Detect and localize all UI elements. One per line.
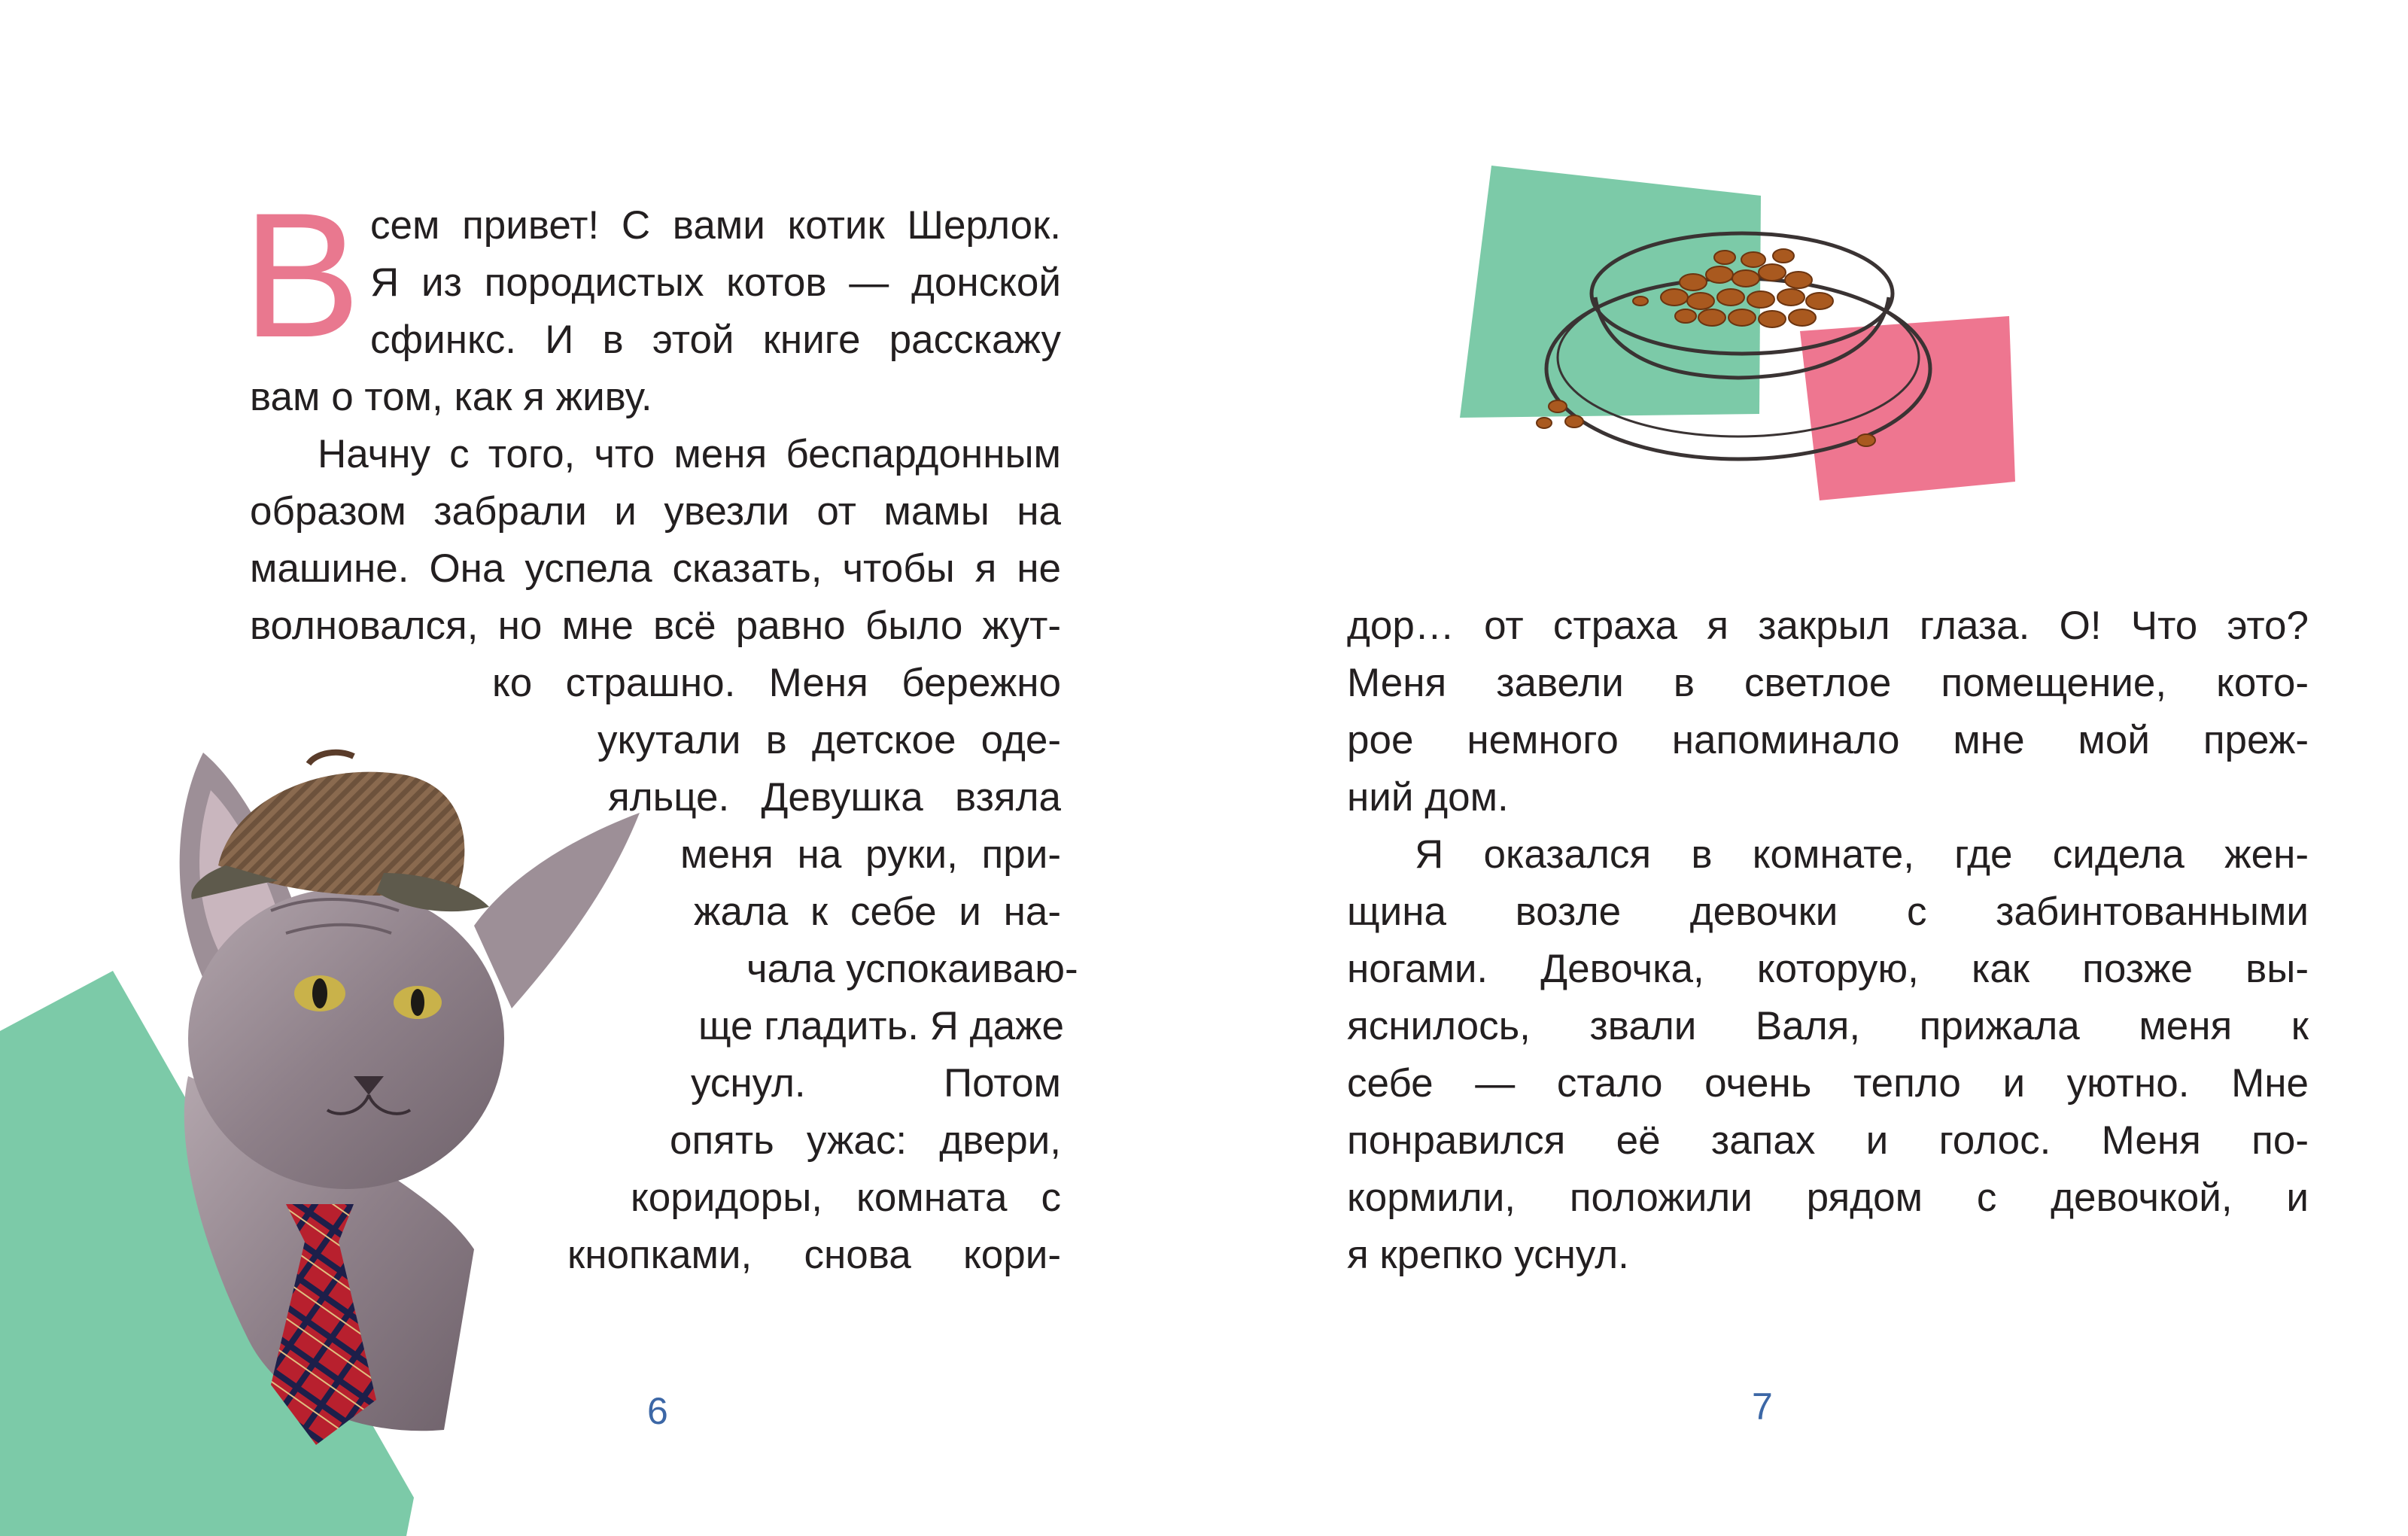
text-line: дор… от страха я закрыл глаза. О! Что это? — [1347, 604, 2309, 648]
text-line: Начну с того, что меня беспардонным — [318, 432, 1061, 476]
text-line: Я оказался в комнате, где сидела жен- — [1415, 832, 2309, 877]
text-line: чала успокаиваю- — [746, 947, 1078, 991]
text-line: Меня завели в светлое помещение, кото- — [1347, 661, 2309, 705]
right-page-text — [1347, 598, 2309, 1284]
text-line: Я из породистых котов — донской — [370, 260, 1061, 305]
text-line: жала к себе и на- — [694, 890, 1061, 934]
text-line: опять ужас: двери, — [670, 1118, 1061, 1163]
page-number: 6 — [647, 1390, 668, 1432]
right-page — [1204, 0, 2408, 1536]
text-line: яснилось, звали Валя, прижала меня к — [1347, 1004, 2309, 1048]
sphynx-cat-illustration — [158, 722, 655, 1445]
text-line: яльце. Девушка взяла — [608, 775, 1061, 820]
text-line: ще гладить. Я даже — [698, 1004, 1064, 1048]
text-line: я крепко уснул. — [1347, 1233, 1629, 1277]
text-line: уснул. Потом — [691, 1061, 1061, 1106]
text-line: ногами. Девочка, которую, как позже вы- — [1347, 947, 2309, 991]
text-line: волновался, но мне всё равно было жут- — [250, 604, 1061, 648]
text-line: себе — стало очень тепло и уютно. Мне — [1347, 1061, 2309, 1106]
text-line: машине. Она успела сказать, чтобы я не — [250, 546, 1061, 591]
text-line: сфинкс. И в этой книге расскажу — [370, 318, 1061, 362]
text-line: коридоры, комната с — [631, 1176, 1061, 1220]
drop-cap: В — [242, 176, 361, 375]
text-line: ко страшно. Меня бережно — [492, 661, 1061, 705]
food-bowl-illustration — [1460, 151, 2017, 504]
text-line: понравился её запах и голос. Меня по- — [1347, 1118, 2309, 1163]
text-line: сем привет! С вами котик Шерлок. — [370, 203, 1061, 248]
text-line: вам о том, как я живу. — [250, 375, 652, 419]
page-number: 7 — [1752, 1385, 1773, 1428]
text-line: меня на руки, при- — [680, 832, 1061, 877]
text-line: кормили, положили рядом с девочкой, и — [1347, 1176, 2309, 1220]
text-line: образом забрали и увезли от мамы на — [250, 489, 1061, 534]
text-line: рое немного напоминало мне мой преж- — [1347, 718, 2309, 762]
text-line: щина возле девочки с забинтованными — [1347, 890, 2309, 934]
text-line: ний дом. — [1347, 775, 1509, 820]
text-line: укутали в детское оде- — [597, 718, 1061, 762]
text-line: кнопками, снова кори- — [567, 1233, 1061, 1277]
